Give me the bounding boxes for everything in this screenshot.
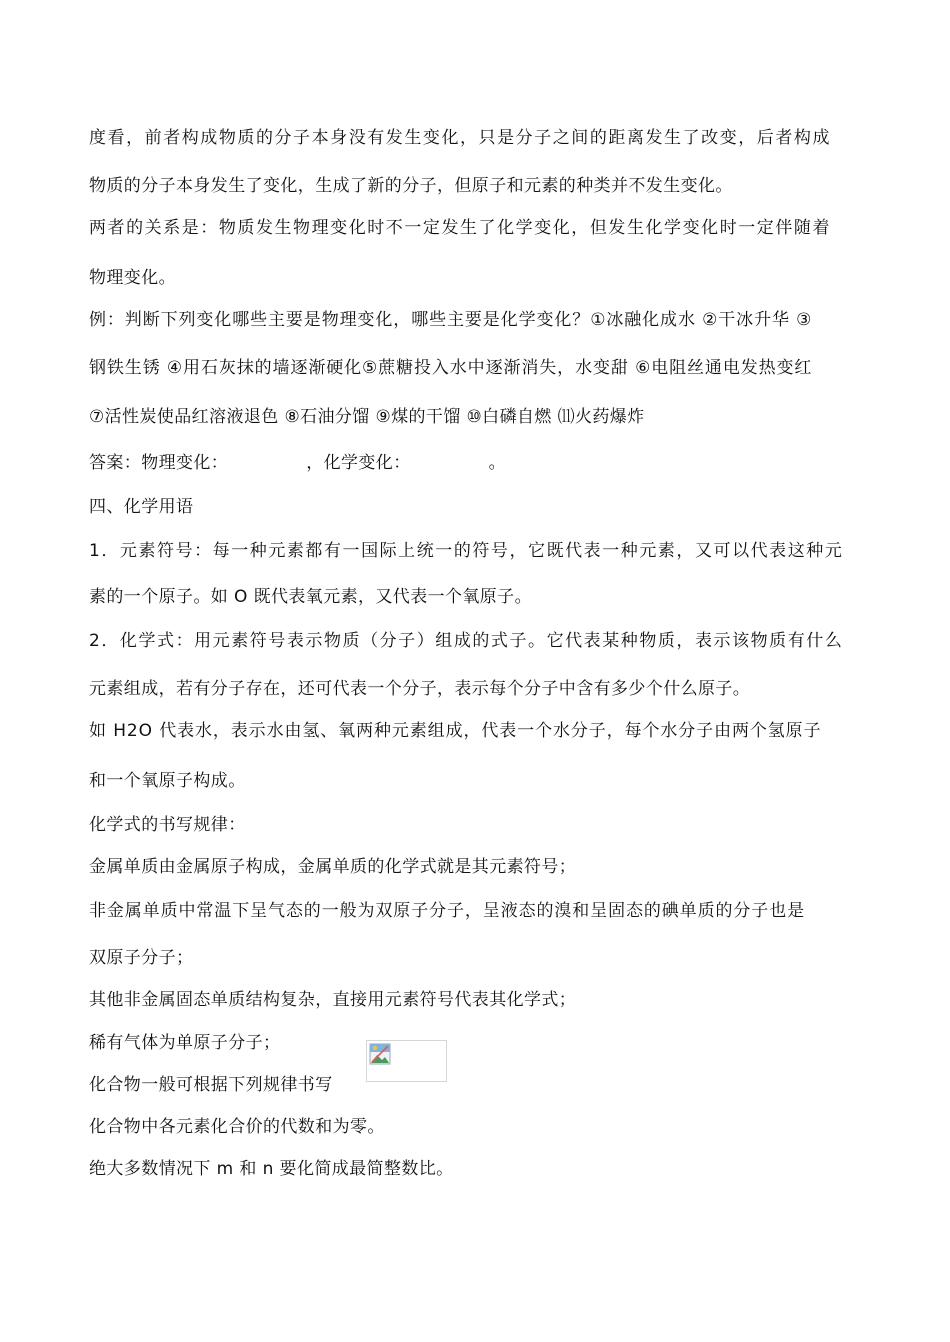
- answer-chemical-label: ，化学变化：: [306, 453, 411, 473]
- section-title: 四、化学用语: [89, 497, 194, 517]
- paragraph-line: 2．化学式：用元素符号表示物质（分子）组成的式子。它代表某种物质，表示该物质有什么: [89, 631, 844, 651]
- paragraph-line: ⑦活性炭使品红溶液退色 ⑧石油分馏 ⑨煤的干馏 ⑩白磷自燃 ⑾火药爆炸: [89, 407, 645, 427]
- answer-line: [89, 451, 506, 475]
- paragraph-line: 元素组成，若有分子存在，还可代表一个分子，表示每个分子中含有多少个什么原子。: [89, 679, 751, 699]
- paragraph-line: 化合物一般可根据下列规律书写: [89, 1075, 333, 1095]
- answer-physical-label: 答案：物理变化：: [89, 453, 229, 473]
- paragraph-line: 素的一个原子。如 O 既代表氧元素，又代表一个氧原子。: [89, 587, 532, 607]
- paragraph-line: 两者的关系是：物质发生物理变化时不一定发生了化学变化，但发生化学变化时一定伴随着: [89, 218, 831, 238]
- paragraph-line: 其他非金属固态单质结构复杂，直接用元素符号代表其化学式；: [89, 990, 577, 1010]
- paragraph-line: 绝大多数情况下 m 和 n 要化简成最简整数比。: [89, 1159, 454, 1179]
- paragraph-line: 度看，前者构成物质的分子本身没有发生变化，只是分子之间的距离发生了改变，后者构成: [89, 128, 831, 148]
- paragraph-line: 双原子分子；: [89, 948, 194, 968]
- paragraph-line: 钢铁生锈 ④用石灰抹的墙逐渐硬化⑤蔗糖投入水中逐渐消失，水变甜 ⑥电阻丝通电发热变红: [89, 358, 813, 378]
- paragraph-line: 金属单质由金属原子构成，金属单质的化学式就是其元素符号；: [89, 857, 577, 877]
- broken-image-icon: [369, 1043, 391, 1065]
- paragraph-line: 1．元素符号：每一种元素都有一国际上统一的符号，它既代表一种元素，又可以代表这种元: [89, 541, 844, 561]
- paragraph-line: 非金属单质中常温下呈气态的一般为双原子分子，呈液态的溴和呈固态的碘单质的分子也是: [89, 901, 805, 921]
- image-placeholder: [366, 1040, 447, 1082]
- paragraph-line: 物质的分子本身发生了变化，生成了新的分子，但原子和元素的种类并不发生变化。: [89, 176, 733, 196]
- paragraph-line: 稀有气体为单原子分子；: [89, 1033, 281, 1053]
- paragraph-line: 化合物中各元素化合价的代数和为零。: [89, 1117, 385, 1137]
- paragraph-line: 化学式的书写规律：: [89, 815, 246, 835]
- answer-end: 。: [488, 453, 507, 473]
- paragraph-line: 物理变化。: [89, 268, 176, 288]
- paragraph-line: 如 H2O 代表水，表示水由氢、氧两种元素组成，代表一个水分子，每个水分子由两个氢原子: [89, 721, 822, 741]
- paragraph-line: 例：判断下列变化哪些主要是物理变化，哪些主要是化学变化？①冰融化成水 ②干冰升华 ③: [89, 310, 813, 330]
- paragraph-line: 和一个氧原子构成。: [89, 771, 246, 791]
